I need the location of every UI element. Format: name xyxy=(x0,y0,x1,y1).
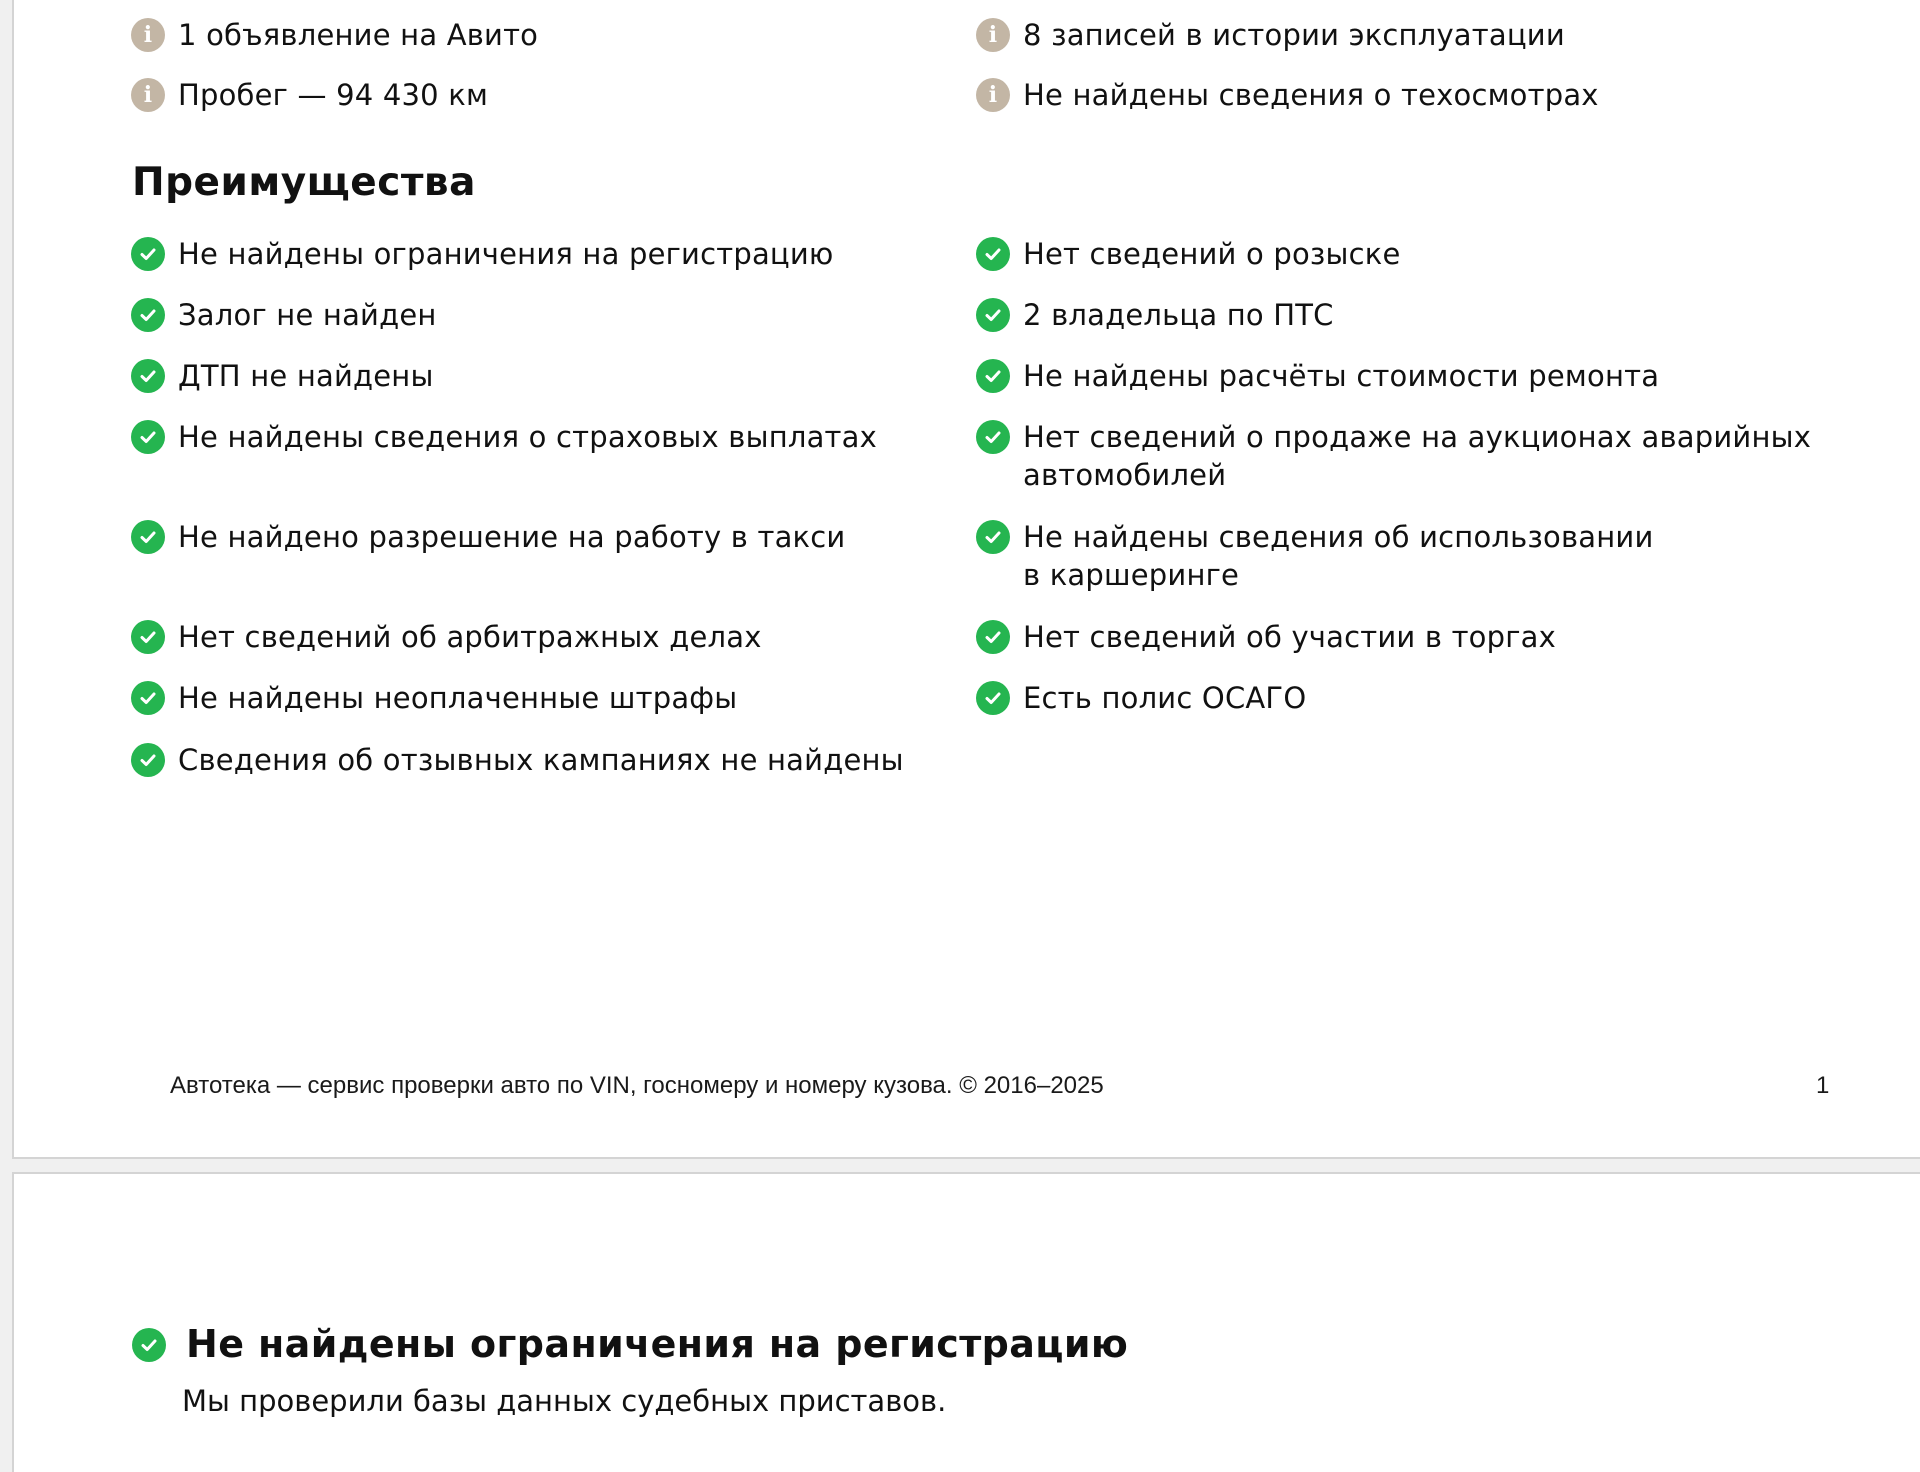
check-icon xyxy=(131,359,165,393)
info-item xyxy=(976,16,1565,54)
advantage-text-line: Нет сведений о продаже на аукционах аварийных xyxy=(1023,420,1812,454)
advantage-text-line: Не найдены сведения об использовании xyxy=(1023,520,1654,554)
info-item xyxy=(131,76,488,114)
check-icon xyxy=(131,520,165,554)
advantage-text: 2 владельца по ПТС xyxy=(1023,298,1334,332)
info-icon: i xyxy=(976,18,1010,52)
detail-title: Не найдены ограничения на регистрацию xyxy=(186,1322,1129,1366)
advantage-item xyxy=(976,518,1654,594)
advantage-item xyxy=(131,679,737,717)
report-page-1 xyxy=(12,0,1920,1159)
advantage-text xyxy=(1023,518,1654,594)
check-icon xyxy=(132,1328,166,1362)
check-icon xyxy=(131,620,165,654)
advantage-item xyxy=(976,357,1659,395)
info-icon: i xyxy=(131,18,165,52)
advantage-item xyxy=(131,741,904,779)
advantage-item xyxy=(131,235,834,273)
advantage-text xyxy=(1023,418,1811,494)
check-icon xyxy=(131,743,165,777)
check-icon xyxy=(976,520,1010,554)
advantage-text: Не найдены ограничения на регистрацию xyxy=(178,237,834,271)
advantage-item xyxy=(131,357,434,395)
check-icon xyxy=(131,681,165,715)
page-footer-text: Автотека — сервис проверки авто по VIN, госномеру и номеру кузова. © 2016–2025 xyxy=(170,1072,1104,1099)
info-item-text: 8 записей в истории эксплуатации xyxy=(1023,18,1565,52)
page-number: 1 xyxy=(1816,1072,1830,1099)
advantage-item xyxy=(976,679,1306,717)
check-icon xyxy=(976,681,1010,715)
advantage-item xyxy=(131,618,762,656)
check-icon xyxy=(131,237,165,271)
info-item xyxy=(131,16,538,54)
check-icon xyxy=(976,237,1010,271)
advantage-text: Есть полис ОСАГО xyxy=(1023,681,1307,715)
check-icon xyxy=(131,420,165,454)
check-icon xyxy=(131,298,165,332)
info-item xyxy=(976,76,1599,114)
detail-description: Мы проверили базы данных судебных приставов. xyxy=(182,1384,947,1418)
info-icon: i xyxy=(131,78,165,112)
advantage-item xyxy=(976,296,1334,334)
advantage-item xyxy=(976,418,1811,494)
advantage-text: Не найдено разрешение на работу в такси xyxy=(178,520,846,554)
advantage-text: Не найдены сведения о страховых выплатах xyxy=(178,420,877,454)
advantage-text: Сведения об отзывных кампаниях не найдены xyxy=(178,743,904,777)
advantage-text: Не найдены расчёты стоимости ремонта xyxy=(1023,359,1660,393)
advantage-text: Нет сведений о розыске xyxy=(1023,237,1401,271)
section-title-advantages: Преимущества xyxy=(132,160,476,205)
advantage-text-line: автомобилей xyxy=(1023,458,1227,492)
info-item-text: Не найдены сведения о техосмотрах xyxy=(1023,78,1599,112)
check-icon xyxy=(976,620,1010,654)
advantage-text: Залог не найден xyxy=(178,298,437,332)
report-page-2 xyxy=(12,1172,1920,1472)
check-icon xyxy=(976,298,1010,332)
advantage-item xyxy=(976,618,1556,656)
info-item-text: 1 объявление на Авито xyxy=(178,18,539,52)
advantage-item xyxy=(131,296,437,334)
info-item-text: Пробег — 94 430 км xyxy=(178,78,489,112)
advantage-text: Не найдены неоплаченные штрафы xyxy=(178,681,738,715)
check-icon xyxy=(976,420,1010,454)
advantage-item xyxy=(976,235,1401,273)
detail-heading xyxy=(132,1322,1128,1366)
advantage-text: Нет сведений об участии в торгах xyxy=(1023,620,1556,654)
advantage-text-line: в каршеринге xyxy=(1023,558,1240,592)
advantage-item xyxy=(131,418,877,456)
advantage-item xyxy=(131,518,845,556)
check-icon xyxy=(976,359,1010,393)
advantage-text: ДТП не найдены xyxy=(178,359,434,393)
advantage-text: Нет сведений об арбитражных делах xyxy=(178,620,762,654)
info-icon: i xyxy=(976,78,1010,112)
